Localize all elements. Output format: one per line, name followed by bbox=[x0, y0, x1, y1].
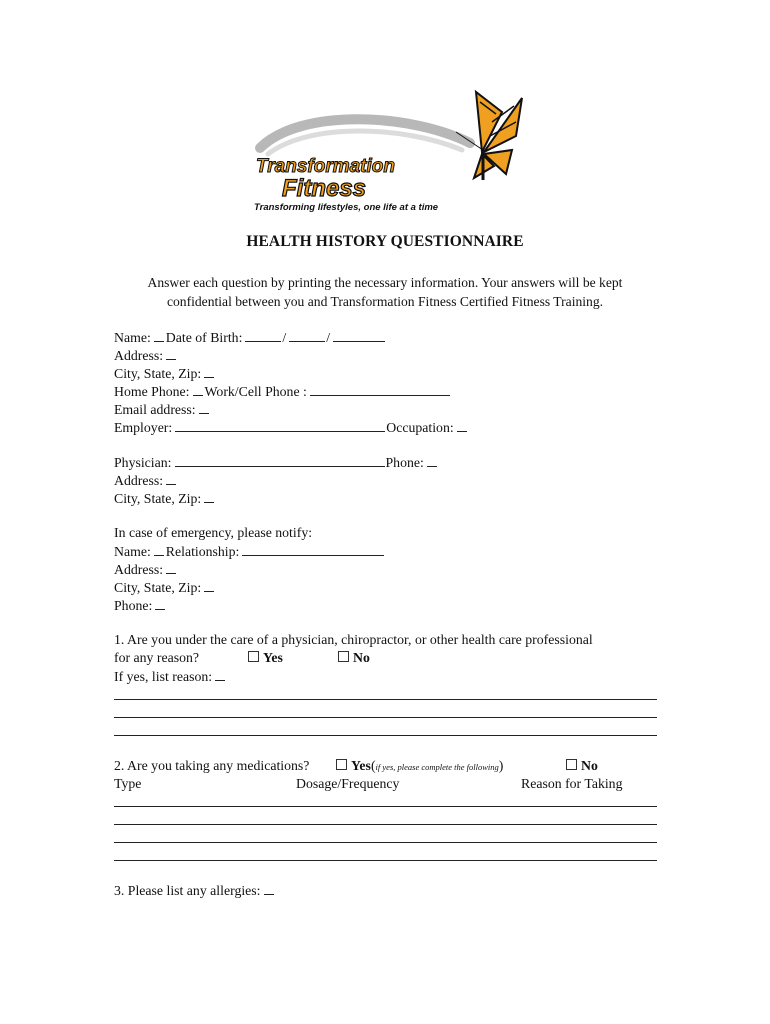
emergency-phone-field[interactable] bbox=[155, 596, 165, 610]
occupation-field[interactable] bbox=[457, 418, 467, 432]
q1-no-label: No bbox=[353, 650, 370, 665]
intro-line1: Answer each question by printing the necessary information. Your answers will be kept bbox=[147, 275, 623, 290]
medication-line3[interactable] bbox=[114, 842, 657, 843]
q1-reason-row bbox=[114, 667, 655, 685]
home-phone-label: Home Phone: bbox=[114, 384, 190, 399]
emergency-name-label: Name: bbox=[114, 544, 151, 559]
medication-line4[interactable] bbox=[114, 860, 657, 861]
employer-row bbox=[114, 418, 659, 436]
q2-no-checkbox[interactable] bbox=[566, 759, 577, 770]
q1-reason-label: If yes, list reason: bbox=[114, 669, 213, 684]
q1-no-option[interactable] bbox=[338, 649, 370, 667]
q3-row bbox=[114, 881, 655, 899]
emergency-address-field[interactable] bbox=[166, 560, 176, 574]
intro-line2: confidential between you and Transformation Fitness Certified Fitness Training. bbox=[166, 293, 604, 309]
emergency-name-row bbox=[114, 542, 654, 560]
emergency-address-row bbox=[114, 560, 659, 578]
q2-yes-label: Yes bbox=[351, 758, 371, 773]
q2-paren-close: ) bbox=[498, 758, 504, 773]
dob-sep2: / bbox=[326, 330, 331, 345]
email-label: Email address: bbox=[114, 402, 196, 417]
physician-phone-field[interactable] bbox=[427, 453, 437, 467]
address-field[interactable] bbox=[166, 346, 176, 360]
city-field[interactable] bbox=[204, 364, 214, 378]
q2-yes-checkbox[interactable] bbox=[336, 759, 347, 770]
q1-reason-line2[interactable] bbox=[114, 699, 657, 700]
col-dosage-header: Dosage/Frequency bbox=[296, 776, 400, 791]
emergency-city-row bbox=[114, 578, 637, 596]
employer-label: Employer: bbox=[114, 420, 173, 435]
physician-label: Physician: bbox=[114, 455, 172, 470]
relationship-label: Relationship: bbox=[165, 544, 240, 559]
q1-reason-line3[interactable] bbox=[114, 717, 657, 718]
email-row bbox=[114, 400, 653, 418]
name-label: Name: bbox=[114, 330, 151, 345]
address-row bbox=[114, 346, 659, 364]
q2-paren-open: ( bbox=[370, 758, 376, 773]
emergency-phone-label: Phone: bbox=[114, 598, 153, 613]
physician-phone-label: Phone: bbox=[385, 455, 424, 470]
work-phone-field[interactable] bbox=[310, 382, 450, 396]
q1-line2: for any reason? bbox=[114, 650, 200, 665]
medication-line2[interactable] bbox=[114, 824, 657, 825]
q2-no-label: No bbox=[581, 758, 598, 773]
col-reason-header: Reason for Taking bbox=[521, 776, 623, 791]
relationship-field[interactable] bbox=[242, 542, 384, 556]
q1-yes-checkbox[interactable] bbox=[248, 651, 259, 662]
q2-question: 2. Are you taking any medications? bbox=[114, 758, 310, 773]
allergies-field[interactable] bbox=[264, 881, 274, 895]
q1-no-checkbox[interactable] bbox=[338, 651, 349, 662]
q3-question: 3. Please list any allergies: bbox=[114, 883, 261, 898]
physician-address-row bbox=[114, 471, 659, 489]
q2-yes-option[interactable] bbox=[336, 757, 503, 776]
phone-row bbox=[114, 382, 651, 400]
emergency-heading: In case of emergency, please notify: bbox=[114, 525, 313, 540]
q1-line1: 1. Are you under the care of a physician, chiropractor, or other health care professional bbox=[114, 632, 593, 647]
physician-field[interactable] bbox=[175, 453, 385, 467]
medication-line1[interactable] bbox=[114, 806, 657, 807]
physician-address-label: Address: bbox=[114, 473, 164, 488]
name-field[interactable] bbox=[154, 328, 164, 342]
q2-no-option[interactable] bbox=[566, 757, 598, 775]
home-phone-field[interactable] bbox=[193, 382, 203, 396]
q1-yes-label: Yes bbox=[263, 650, 283, 665]
q1-reason-line4[interactable] bbox=[114, 735, 657, 736]
dob-day-field[interactable] bbox=[289, 328, 325, 342]
city-label: City, State, Zip: bbox=[114, 366, 202, 381]
dob-month-field[interactable] bbox=[245, 328, 281, 342]
q1-reason-field[interactable] bbox=[215, 667, 225, 681]
logo-brand-line2: Fitness bbox=[282, 175, 367, 202]
emergency-city-field[interactable] bbox=[204, 578, 214, 592]
emergency-address-label: Address: bbox=[114, 562, 164, 577]
emergency-phone-row bbox=[114, 596, 651, 614]
physician-city-field[interactable] bbox=[204, 489, 214, 503]
physician-address-field[interactable] bbox=[166, 471, 176, 485]
q1-yes-option[interactable] bbox=[248, 649, 283, 667]
email-field[interactable] bbox=[199, 400, 209, 414]
work-phone-label: Work/Cell Phone : bbox=[204, 384, 307, 399]
physician-row bbox=[114, 453, 653, 471]
employer-field[interactable] bbox=[175, 418, 385, 432]
intro-text bbox=[100, 274, 670, 311]
logo-brand-line1: Transformation bbox=[256, 156, 396, 177]
emergency-name-field[interactable] bbox=[154, 542, 164, 556]
logo-tagline: Transforming lifestyles, one life at a time bbox=[254, 202, 439, 213]
col-type-header: Type bbox=[114, 776, 142, 791]
q2-note: if yes, please complete the following bbox=[375, 762, 499, 772]
occupation-label: Occupation: bbox=[386, 420, 454, 435]
physician-city-row bbox=[114, 489, 651, 507]
emergency-city-label: City, State, Zip: bbox=[114, 580, 202, 595]
dob-sep1: / bbox=[282, 330, 287, 345]
dob-label: Date of Birth: bbox=[165, 330, 243, 345]
address-label: Address: bbox=[114, 348, 164, 363]
logo-graphic bbox=[240, 88, 530, 218]
physician-city-label: City, State, Zip: bbox=[114, 491, 202, 506]
dob-year-field[interactable] bbox=[333, 328, 385, 342]
company-logo bbox=[240, 88, 530, 218]
name-row bbox=[114, 328, 659, 346]
page-title: HEALTH HISTORY QUESTIONNAIRE bbox=[246, 233, 524, 250]
city-row bbox=[114, 364, 651, 382]
